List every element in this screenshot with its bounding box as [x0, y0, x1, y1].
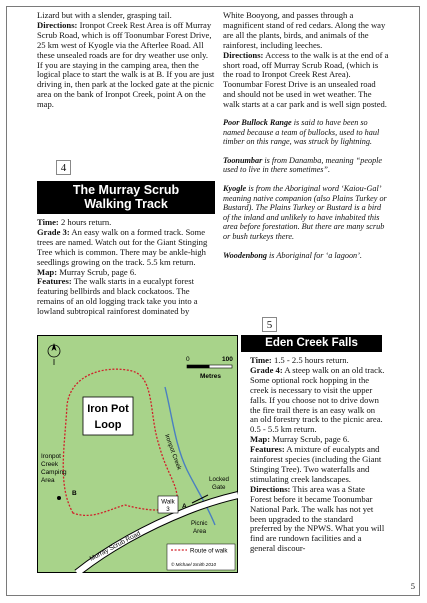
- directions-label: Directions:: [250, 483, 291, 494]
- page-number: 5: [410, 581, 415, 591]
- map-text: Murray Scrub, page 6.: [59, 266, 137, 277]
- gate-line: Locked: [209, 476, 229, 483]
- directions-label: Directions:: [223, 49, 264, 60]
- grade-label: Grade 3:: [37, 226, 70, 237]
- section-5-body: [250, 356, 385, 554]
- map-label: Map:: [37, 266, 58, 277]
- picnic-line: Picnic: [191, 520, 208, 527]
- grade-label: Grade 4:: [250, 364, 283, 375]
- section-5-title: Eden Creek Falls: [241, 335, 382, 352]
- grade-text: A steep walk on an old track. Some optional rock hopping in the creek is necessary to visit the upper falls. If you choose not to drive down the fire trail there is an easy walk on an old forestry track to the picnic area.: [250, 364, 385, 425]
- note-text: is said to have been so named because a team of bullocks, used to haul timber on this range, was struck by lightning.: [223, 118, 380, 147]
- camping-line: Area: [41, 477, 55, 484]
- scale-bar: [187, 365, 232, 368]
- camping-line: Creek: [41, 461, 59, 468]
- directions-text: Access to the walk is at the end of a short road, off Murray Scrub Road, (which is the road to Ironpot Creek Rest Area). Toonumbar Forest Drive is an unsealed road and should not be used in wet weather. The walk starts at a car park and is well sign posted.: [223, 49, 389, 110]
- note-woodenbong: [223, 251, 389, 261]
- note-toonumbar: [223, 156, 389, 175]
- map-title-line2: Loop: [94, 419, 122, 431]
- iron-pot-loop-map: [37, 335, 238, 573]
- walk-label-line1: Walk: [161, 498, 175, 506]
- features-text: A mixture of eucalypts and rainforest species (including the Giant Stinging Tree). Two waterfalls and stimulating creek landscapes.: [250, 444, 382, 484]
- note-text: is from the Aboriginal word ‘Kaiou-Gal’ meaning native companion (also Plains Turkey or Bustard). The Plains Turkey or Bustard is a bird of the inland and unlikely to have inhabited this area before forestation. But there are many scrub or bush turkeys there.: [223, 184, 387, 241]
- legend-route-label: Route of walk: [190, 547, 228, 555]
- section-5-number: 5: [262, 317, 277, 332]
- section-4-title-line1: The Murray Scrub: [72, 183, 180, 197]
- section-4-body: [37, 218, 215, 317]
- note-term: Toonumbar: [223, 155, 263, 165]
- picnic-line: Area: [193, 528, 207, 535]
- section-4-title-line2: Walking Track: [84, 197, 168, 211]
- camping-line: Ironpot: [41, 453, 61, 460]
- features-text: The walk starts in a eucalypt forest featuring bellbirds and black cockatoos. The remains of an old logging track take you into a lowland subtropical rainforest dominated by: [37, 276, 198, 317]
- features-label: Features:: [37, 276, 72, 287]
- note-term: Poor Bullock Range: [223, 118, 292, 128]
- point-b-marker: [57, 496, 61, 500]
- road-label: Murray Scrub Road: [88, 530, 142, 563]
- creek-label: Ironpot Creek: [163, 433, 183, 471]
- camping-line: Camping: [41, 469, 67, 476]
- left-column-intro: [37, 11, 215, 110]
- walk-label-line2: 3: [166, 506, 170, 513]
- camping-text: If you are staying in the camping area, then the logical place to start the walk is at B. If you are just driving in, then park at the locked gate at the picnic area on the bank of Ironpot Creek, point A on the map.: [37, 59, 215, 110]
- scale-max: 100: [222, 356, 233, 363]
- time-text: 2 hours return.: [60, 217, 112, 227]
- right-column: [223, 11, 389, 260]
- scale-zero: 0: [186, 356, 190, 363]
- section-4-title: [37, 181, 215, 214]
- directions-text: Ironpot Creek Rest Area is off Murray Scrub Road, which is off Toonumbar Forest Drive, 25 km west of Kyogle via the Afterlee Road. All these unsealed roads are for dry weather use only.: [37, 19, 212, 60]
- note-term: Kyogle: [223, 184, 247, 194]
- point-b-label: B: [72, 490, 77, 497]
- time-label: Time:: [250, 355, 272, 365]
- map-title-line1: Iron Pot: [87, 403, 129, 415]
- note-text: is from Danamba, meaning “people used to live in there sometimes”.: [223, 155, 383, 175]
- directions-text: This area was a State Forest before it became Toonumbar National Park. The walk has not yet been upgraded to the standard preferred by the NPWS. What you will find are rundown facilities and a general discour-: [250, 483, 385, 554]
- grade-text: An easy walk on a formed track. Some trees are named. Watch out for the Giant Stinging Tree which is common. There may be ankle-high seedlings growing on the track. 5.5 km return.: [37, 226, 208, 267]
- continued-text: White Booyong, and passes through a magnificent stand of red cedars. Along the way are all the plants, birds, and animals of the rainforest, including leeches.: [223, 10, 386, 50]
- point-a-label: A: [182, 503, 187, 510]
- time-label: Time:: [37, 217, 59, 227]
- note-kyogle: [223, 184, 389, 242]
- note-text: is Aboriginal for ‘a lagoon’.: [269, 250, 362, 260]
- time-text: 1.5 - 2.5 hours return.: [273, 355, 349, 365]
- note-term: Woodenbong: [223, 250, 267, 260]
- map-label: Map:: [250, 434, 271, 445]
- gate-line: Gate: [212, 484, 226, 491]
- distance-text: 0.5 - 5.5 km return.: [250, 424, 317, 435]
- note-poor-bullock-range: [223, 118, 389, 147]
- scale-unit: Metres: [200, 373, 221, 380]
- section-4-number: 4: [56, 160, 71, 175]
- map-credit: © Michael Smith 2010: [171, 562, 217, 567]
- features-label: Features:: [250, 444, 285, 455]
- intro-line: Lizard but with a slender, grasping tail.: [37, 10, 172, 20]
- directions-label: Directions:: [37, 19, 78, 30]
- map-text: Murray Scrub, page 6.: [272, 434, 350, 445]
